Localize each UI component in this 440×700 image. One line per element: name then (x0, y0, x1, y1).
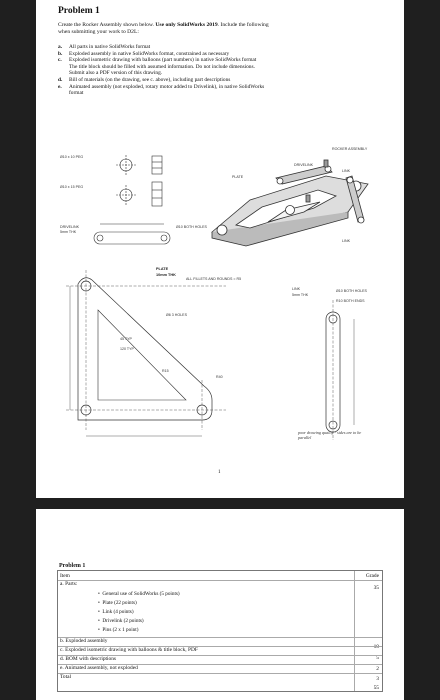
link-holes-label: Ø10 BOTH HOLES (336, 289, 367, 293)
iso-link-label: LINK (342, 169, 350, 173)
peg-15-label: Ø10 x 15 PEG (60, 185, 84, 189)
drivelink-label: DRIVELINK (60, 225, 79, 229)
typ-45-label: 45 TYP (120, 337, 132, 341)
task-item: d. Bill of materials (on the drawing, see c. above), including part descriptions (58, 76, 231, 83)
typ-120-label: 120 TYP (120, 347, 134, 351)
intro-line1-bold: Use only SolidWorks 2019 (155, 22, 218, 28)
plate-thk: 10mm THK (156, 273, 176, 277)
rubric-bullet: • Link (4 points) (98, 609, 134, 615)
rubric-row-grade: 55 (373, 685, 379, 691)
task-item: The title block should be filled with assumed information. Do not include dimensions. (69, 63, 255, 70)
plate-label: PLATE (156, 267, 169, 271)
rubric-row-item: e. Animated assembly, not exploded (60, 665, 138, 671)
rubric-row-grade: 3 (376, 676, 379, 682)
link-ends-label: R10 BOTH ENDS (336, 299, 365, 303)
quality-note: poor drawing quality - sides are to be parallel (298, 430, 362, 440)
rubric-bullet: • Pins (2 x 1 point) (98, 627, 139, 633)
iso-drivelink-label: DRIVELINK (294, 163, 313, 167)
fillets-note: ALL FILLETS AND ROUNDS = R5 (186, 277, 242, 281)
iso-plate-label: PLATE (232, 175, 244, 179)
document-page-1 (36, 0, 404, 498)
document-page-2 (36, 509, 404, 700)
task-item: c. Exploded isometric drawing with balloons (part numbers) in native SolidWorks format (58, 57, 257, 64)
rubric-row-item: c. Exploded isometric drawing with balloons & title block, PDF (60, 647, 198, 653)
intro-line2: when submitting your work to D2L: (58, 29, 139, 35)
peg-10-label: Ø10 x 10 PEG (60, 155, 84, 159)
task-item: Submit also a PDF version of this drawing. (69, 70, 163, 77)
task-item: e. Animated assembly (not exploded, rotary motor added to Drivelink), in native SolidWorks (58, 83, 265, 90)
intro-line1-pre: Create the Rocker Assembly shown below. (58, 22, 156, 28)
rubric-bullet: • General use of SolidWorks (5 points) (98, 591, 180, 597)
rocker-assembly-label: ROCKER ASSEMBLY (332, 147, 368, 151)
peg-views (116, 155, 162, 206)
table-row (58, 673, 382, 674)
intro-line1-post: . Include the following (217, 22, 269, 28)
rubric-bullet: • Plate (22 points) (98, 600, 137, 606)
rubric-row-item: b. Exploded assembly (60, 638, 108, 644)
link-label: LINK (292, 287, 300, 291)
task-item: b. Exploded assembly in native SolidWorks format, constrained as necessary (58, 50, 230, 57)
rubric-row-item: d. BOM with descriptions (60, 656, 117, 662)
rubric-row-grade: 2 (376, 666, 379, 672)
link-thk: 5mm THK (292, 293, 309, 297)
r40-label: R40 (216, 375, 223, 379)
item-header: Item (60, 573, 70, 579)
problem-title: Problem 1 (58, 6, 100, 16)
r15-label: R15 (162, 369, 169, 373)
drivelink-thk: 5mm THK (60, 230, 77, 234)
grade-header: Grade (365, 573, 379, 579)
table-row (58, 580, 382, 581)
rubric-row-grade: 10 (373, 644, 379, 650)
page-number: 1 (218, 470, 221, 475)
task-item: a. All parts in native SolidWorks format (58, 44, 151, 50)
rubric-title: Problem 1 (59, 563, 86, 569)
engineering-drawing (36, 0, 404, 470)
rubric-table (57, 570, 383, 692)
plate-view (66, 270, 226, 436)
iso-link-label-2: LINK (342, 239, 350, 243)
task-item: format (69, 90, 84, 97)
parts-label: a. Parts: (60, 581, 78, 587)
three-holes-label: Ø6 3 HOLES (166, 313, 187, 317)
rubric-row-item: Total (60, 674, 71, 680)
parts-grade: 35 (373, 585, 379, 591)
link-view (326, 300, 354, 440)
two-holes-label: Ø10 BOTH HOLES (176, 225, 207, 229)
rubric-row-grade: 5 (376, 655, 379, 661)
drivelink-view (94, 224, 170, 244)
rubric-bullet: • Drivelink (2 points) (98, 618, 144, 624)
